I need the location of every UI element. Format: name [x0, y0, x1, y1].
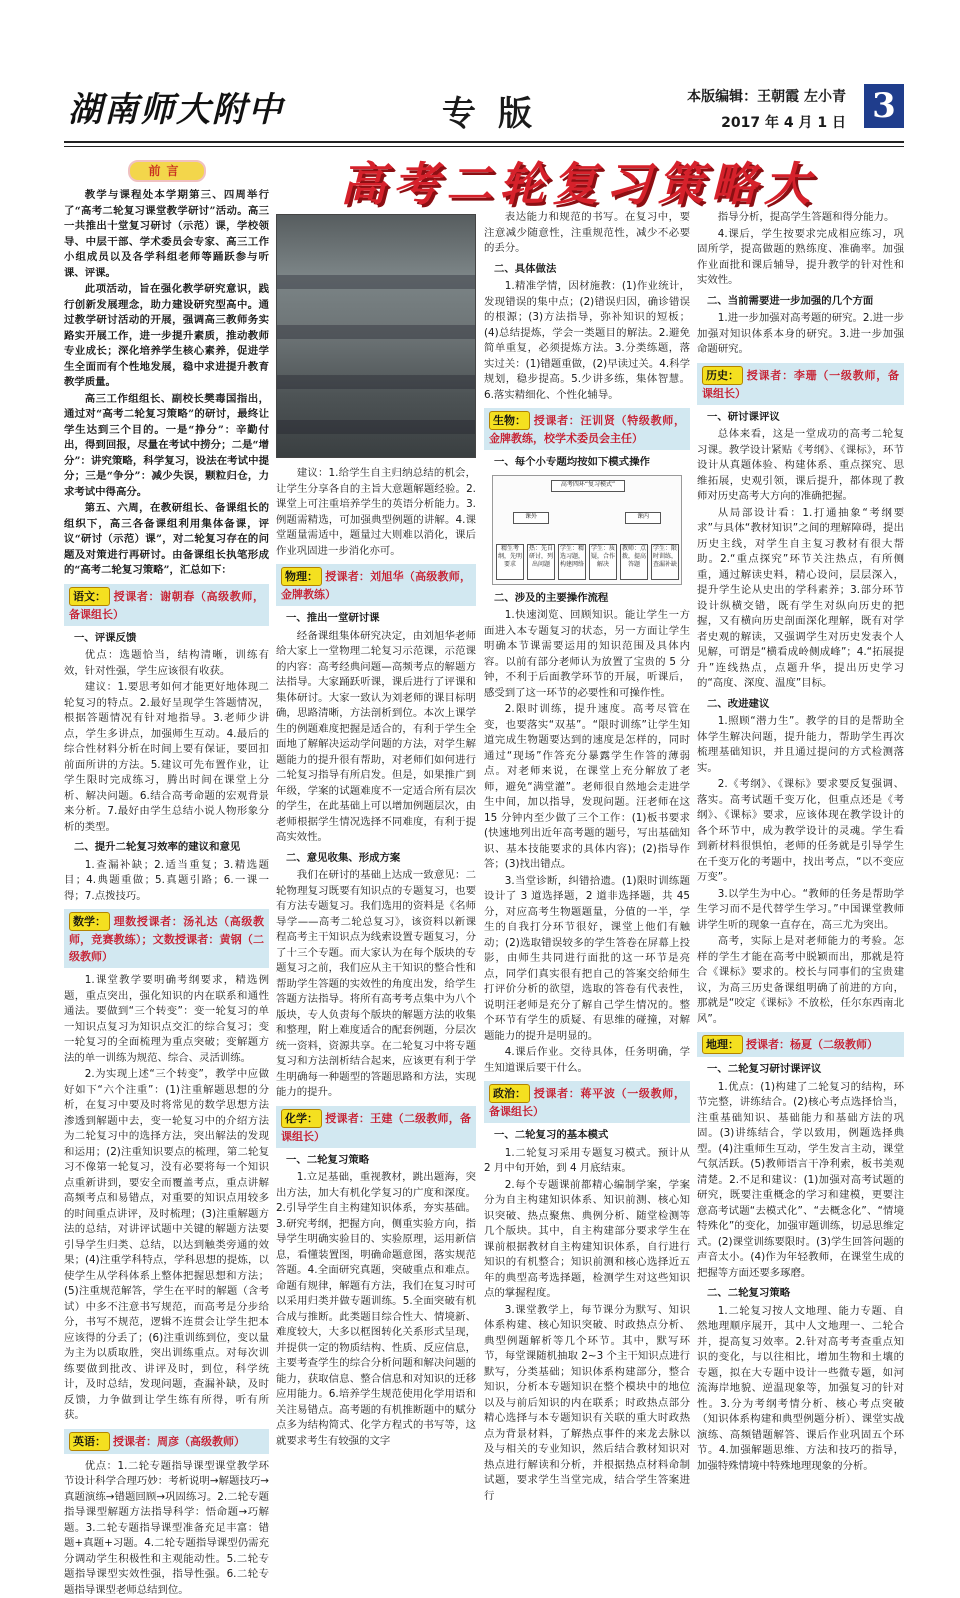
diagram-step-box: 学生：质疑，合作解决	[589, 544, 617, 580]
subject-tag: 生物：	[489, 411, 530, 430]
section-title: 专版	[442, 86, 554, 135]
photo-row	[277, 375, 475, 389]
lecturer-banner-geography	[697, 1032, 904, 1057]
diagram-left-box: 课外	[513, 512, 549, 524]
subject-tag: 政治：	[489, 1084, 530, 1103]
body-paragraph: 优点：1.二轮专题指导课型课堂教学环节设计科学合理巧妙：考析说明→解题技巧→真题演练→错题回顾→巩固练习。2.二轮专题指导课型解题方法指导科学：悟命题→巧解题。3.二轮专题指导课型准备充足丰富：错题+真题+习题。4.二轮专题指导课型仍需充分调动学生积极性和主观能动性。5.二轮专题指导课型实效性强，指导性强。6.二轮专题指导课型老师总结到位。	[64, 1459, 269, 1598]
header-rule-thin	[64, 146, 904, 147]
body-paragraph: 指导分析，提高学生答题和得分能力。	[697, 210, 904, 226]
subheading: 二、当前需要进一步加强的几个方面	[707, 294, 904, 310]
lecturer-text: 理数授课者：汤礼达（高级教师，竞赛教练）；文数授课者：黄钢（二级教师）	[69, 915, 264, 963]
lecturer-text: 授课者：蒋平波（一级教师，备课组长）	[489, 1087, 685, 1118]
body-paragraph: 1.照顾“潜力生”。教学的目的是帮助全体学生解决问题，提升能力，帮助学生再次梳理基础知识，并且通过提问的方式检测落实。	[697, 714, 904, 776]
subheading: 一、二轮复习的基本模式	[494, 1128, 690, 1144]
preface-paragraph: 教学与课程处本学期第三、四周举行了“高考二轮复习课堂教学研讨”活动。高三一共推出十堂复习研讨（示范）课，学校领导、中层干部、学术委员会专家、高三工作小组成员以及各学科组老师等踊跃参与听课、评课。	[64, 188, 269, 281]
lecturer-banner-chemistry	[276, 1106, 476, 1148]
body-paragraph: 总体来看，这是一堂成功的高考二轮复习课。教学设计紧贴《考纲》、《课标》，环节设计从真题体验、构建体系、重点探究、思维拓展，史观引领，课后提升，都体现了教师对历史高考大方向的准确把握。	[697, 427, 904, 505]
diagram-top-box: 高考四环“复习模式”	[551, 480, 625, 492]
subheading: 一、推出一堂研讨课	[286, 611, 476, 627]
body-paragraph: 高考，实际上是对老师能力的考验。怎样的学生才能在高考中脱颖而出，那就是符合《课标》要求的。校长与同事们的宝贵建议，为高三历史备课组明确了前进的方向，那就是“咬定《课标》不放松，任尔东西南北风”。	[697, 934, 904, 1027]
column-4	[697, 210, 904, 1306]
subject-tag: 化学：	[281, 1109, 322, 1128]
photo-row	[277, 275, 475, 289]
subheading: 一、二轮复习策略	[286, 1153, 476, 1169]
body-paragraph: 2.限时训练，提升速度。高考尽管在变，也要落实“双基”。“限时训练”让学生知道完成生物题要达到的速度是怎样的，同时通过“现场”作答充分暴露学生作答的薄弱点。对老师来说，在课堂上充分解放了老师，避免“满堂灌”。老师很自然地会走进学生中间，加以指导，发现问题。汪老师在这 15 分钟内至少做了三个工作：(1)板书要求(快速地列出近年高考题的题号，写出基础知识、基本技能要求的具体内容)；(2)指导作答；(3)找出错点。	[484, 702, 690, 873]
body-paragraph: 建议：1.要思考如何才能更好地体现二轮复习的特点。2.最好呈现学生答题情况，根据答题情况有针对地指导。3.老师少讲点，学生多讲点，加强师生互动。4.最后的综合性材料分析在时间上要有保证，要回扣前面所讲的方法。5.建议可先布置作业，让学生限时完成练习，腾出时间在课堂上分析、解决问题。6.结合高考命题的宏观背景来分析。7.最好由学生总结小说人物形象分析的类型。	[64, 680, 269, 835]
body-paragraph: 1.快速浏览、回顾知识。能让学生一方面进入本专题复习的状态，另一方面让学生明确本节课需要运用的知识范围及具体内容。以前有部分老师认为放置了宝贵的 5 分钟，不利于后面教学环节的开展，听课后，感受到了这一环节的必要性和可操作性。	[484, 608, 690, 701]
body-paragraph: 4.课后，学生按要求完成相应练习，巩固所学，提高做题的熟练度、准确率。加强作业面批和课后辅导，提升教学的针对性和实效性。	[697, 227, 904, 289]
lecturer-text: 授课者：杨夏（二级教师）	[746, 1038, 878, 1051]
lecturer-text: 授课者：刘旭华（高级教师，金牌教练）	[281, 570, 471, 601]
column-2	[276, 466, 476, 1306]
diagram-step-box: 学生：限时训练，查漏补缺	[651, 544, 679, 580]
lecturer-text: 授课者：李珊（一级教师，备课组长）	[702, 369, 899, 400]
editors-line: 本版编辑：王朝霞 左小青	[687, 86, 846, 106]
body-paragraph: 从局部设计看：1.打通抽象“考纲要求”与具体“教材知识”之间的理解障碍，提出历史主线，对学生自主复习教材有很大帮助。2.“重点探究”环节关注热点，有所侧重，通过解读史料，精心设问，层层深入，提升学生论从史出的学科素养；3.部分环节设计纵横交错，既有学生对纵向历史的把握，又有横向历史剖面深化理解，既有对学者史观的解读，又强调学生对历史发表个人见解，可谓是“横看成岭侧成峰”；4.“拓展提升”连线热点，点题升华，提出历史学习的“高度、深度、温度”目标。	[697, 506, 904, 692]
lecturer-banner-chinese	[64, 584, 269, 626]
subject-tag: 物理：	[281, 567, 322, 586]
body-paragraph: 表达能力和规范的书写。在复习中，要注意减少随意性，注重规范性，减少不必要的丢分。	[484, 210, 690, 257]
body-paragraph: 2.《考纲》、《课标》要求要反复强调、落实。高考试题千变万化，但重点还是《考纲》、《课标》要求，应该体现在教学设计的各个环节中，成为教学设计的灵魂。学生看到新材料很惧怕，老师的任务就是引导学生在千变万化的考题中，找出考点，“以不变应万变”。	[697, 777, 904, 886]
body-paragraph: 优点：选题恰当，结构清晰，训练有效，针对性强，学生应该很有收获。	[64, 648, 269, 679]
lecturer-banner-physics	[276, 564, 476, 606]
lecturer-banner-math	[64, 909, 269, 968]
body-paragraph: 1.进一步加强对高考题的研究。2.进一步加强对知识体系本身的研究。3.进一步加强命题研究。	[697, 311, 904, 358]
diagram-step-box: 学生：精选习题，构建网络	[558, 544, 586, 580]
subheading: 一、每个小专题均按如下模式操作	[494, 455, 690, 471]
lecturer-banner-history	[697, 363, 904, 405]
preface-paragraph: 高三工作组组长、副校长樊毒国指出，通过对“高考二轮复习策略”的研讨，最终让学生达到三个目的。一是“挣分”：辛勤付出，得到回报，尽量在考试中捞分；二是“增分”：讲究策略，科学复习，设法在考试中提分；三是“争分”：减少失误，颗粒归仓，力求考试中得高分。	[64, 392, 269, 501]
subheading: 二、意见收集、形成方案	[286, 851, 476, 867]
subject-tag: 地理：	[702, 1035, 743, 1054]
subheading: 二、改进建议	[707, 697, 904, 713]
issue-date: 2017 年 4 月 1 日	[721, 112, 846, 132]
body-paragraph: 2.每个专题课前都精心编制学案，学案分为自主构建知识体系、知识前测、核心知识突破、热点聚焦、典例分析、随堂检测等几个版块。其中，自主构建部分要求学生在课前根据教材自主构建知识体系，自行进行知识的有机整合；知识前测和核心选择近五年的典型高考选择题，检测学生对这些知识点的掌握程度。	[484, 1178, 690, 1302]
lecturer-text: 授课者：谢朝春（高级教师，备课组长）	[69, 590, 264, 621]
subject-tag: 语文：	[69, 587, 110, 606]
diagram-right-box: 课内	[625, 512, 661, 524]
lecturer-text: 授课者：周彦（高级教师）	[113, 1435, 245, 1448]
header-rule-thick	[64, 141, 904, 143]
body-paragraph: 3.课堂教学上，每节课分为默写、知识体系构建、核心知识突破、时政热点分析、典型例题解析等几个环节。其中，默写环节，每堂课随机抽取 2~3 个主干知识点进行默写，分类基础；知识体系构建部分，整合知识，分析本专题知识在整个模块中的地位以及与前后知识的内在联系；时政热点部分精心选择与本专题知识有关联的重大时政热点为背景材料，了解热点事件的来龙去脉以及与相关的专业知识，然后结合教材知识对热点进行解读和分析，并根据热点材料命制试题，要求学生当堂完成，结合学生答案进行	[484, 1303, 690, 1505]
diagram-step-box: 精生考纲，先明要求	[496, 544, 524, 580]
lecturer-text: 授课者：汪训贤（特级教师，金牌教练，校学术委员会主任）	[489, 414, 685, 445]
subheading: 一、研讨课评议	[707, 410, 904, 426]
column-1	[64, 156, 269, 1306]
page-headline: 高考二轮复习策略大	[340, 148, 860, 280]
subheading: 二、提升二轮复习效率的建议和意见	[74, 840, 269, 856]
body-paragraph: 1.立足基础，重视教材，跳出题海，突出方法，加大有机化学复习的广度和深度。2.引导学生自主构建知识体系，夯实基础。3.研究考纲，把握方向，侧重实验方向，指导学生明确实验目的、实验原理，运用新信息，看懂装置图，明确命题意图，落实规范答题。4.全面研究真题，突破重点和难点。命题有规律，解题有方法，我们在复习时可以采用归类并做专题训练。5.全面突破有机合成与推断。此类题目综合性大、情境新、难度较大，大多以框图转化关系形式呈现，并提供一定的物质结构、性质、反应信息，主要考查学生的综合分析问题和解决问题的能力，获取信息、整合信息和对知识的迁移应用能力。6.培养学生规范使用化学用语和关注易错点。高考题的有机推断题中的赋分点多为结构简式、化学方程式的书写等，这就要求考生有较强的文字	[276, 1170, 476, 1449]
diagram-step-box: 教师：点拨，提高答题	[620, 544, 648, 580]
body-paragraph: 1.精准学情，因材施教：(1)作业统计，发现错误的集中点；(2)错误归因，确诊错误的根源；(3)方法指导，弥补知识的短板；(4)总结提炼，学会一类题目的解法。2.避免简单重复，必须提炼方法。3.分类练题，落实过关：(1)错题重做，(2)早读过关。4.科学规划，稳步提高。5.少讲多练，集体智慧。6.落实精细化、个性化辅导。	[484, 279, 690, 403]
body-paragraph: 1.课堂教学要明确考纲要求，精选例题，重点突出，强化知识的内在联系和通性通法。要做到“三个转变”：变一轮复习的单一知识点复习为知识点交汇的综合复习；变一轮复习的全面梳理为重点突破；变解题方法的单一训练为规范、综合、灵活训练。	[64, 973, 269, 1066]
subheading: 二、二轮复习策略	[707, 1286, 904, 1302]
subheading: 二、具体做法	[494, 262, 690, 278]
subject-tag: 数学：	[69, 912, 110, 931]
column-3	[484, 210, 690, 1306]
preface-label: 前言	[128, 160, 206, 182]
lecturer-banner-english	[64, 1429, 269, 1454]
body-paragraph: 2.为实现上述“三个转变”，教学中应做好如下“六个注重”：(1)注重解题思想的分析，在复习中要及时将常见的数学思想方法渗透到解题中去，变一轮复习中的介绍方法为二轮复习中的选择方法，突出解法的发现和运用；(2)注重知识要点的梳理，第二轮复习不像第一轮复习，没有必要将每一个知识点重新讲到，要安全而覆盖考点，重点讲解高频考点和易错点，对重要的知识点用较多的时间重点讲评，及时梳理；(3)注重解题方法的总结，对讲评试题中关键的解题方法要引导学生归类、总结，以达到触类旁通的效果；(4)注重学科特点，学科思想的提炼，以使学生从学科体系上整体把握思想和方法；(5)注重规范解答，学生在平时的解题（含考试）中多不注意书写规范，而高考是分步给分，书写不规范，逻辑不连贯会让学生把本应该得的分丢了；(6)注重训练到位，变以量为主为以质取胜，突出训练重点。对每次训练要做到批改、讲评及时，到位，科学统计，及时总结，发现问题，查漏补缺，及时反馈，力争做到让学生练有所得，听有所获。	[64, 1067, 269, 1424]
body-paragraph: 1.查漏补缺；2.适当重复；3.精选题目；4.典题重做；5.真题引路；6.一课一得；7.点拨技巧。	[64, 858, 269, 905]
body-paragraph: 我们在研讨的基础上达成一致意见：二轮物理复习既要有知识点的专题复习，也要有方法专题复习。我们选用的资料是《名师导学——高考二轮总复习》，该资料以新课程高考主干知识点为线索设置专题复习，分了十三个专题。而大家认为在每个版块的专题复习之前，我们应从主干知识的整合性和帮助学生答题的实效性的角度出发，给学生答题方法指导。将所有高考考点集中为八个版块，专人负责每个版块的解题方法的收集和整理，附上难度适合的配套例题，分层次统一资料，资源共享。在二轮复习中将专题复习和方法剖析结合起来，应该更有利于学生明确每一种题型的答题思路和方法，实现能力的提升。	[276, 868, 476, 1101]
body-paragraph: 3.以学生为中心。“教师的任务是帮助学生学习而不是代替学生学习。”中国课堂教师讲学生听的现象一直存在，高三尤为突出。	[697, 887, 904, 934]
lecturer-banner-biology	[484, 408, 690, 450]
body-paragraph: 1.优点：(1)构建了二轮复习的结构，环节完整，讲练结合。(2)核心考点选择恰当，注重基础知识、基础能力和基础方法的巩固。(3)讲练结合，学以致用，例题选择典型。(4)注重师生互动，学生发言主动，课堂气氛活跃。(5)教师语言干净利索，板书美观清楚。2.不足和建议：(1)加强对高考试题的研究，既要注重概念的学习和建模，更要注意高考试题“去模式化”、“去概念化”、“情境特殊化”的变化，加强审题训练，切忌思维定式。(2)课堂训练要限时。(3)学生回答问题的声音太小。(4)作为年轻教师，在课堂生成的把握等方面还要多琢磨。	[697, 1080, 904, 1282]
photo-row	[277, 420, 475, 434]
review-model-diagram	[492, 475, 682, 585]
lecturer-text: 授课者：王建（二级教师，备课组长）	[281, 1112, 471, 1143]
body-paragraph: 1.二轮复习采用专题复习模式。预计从 2 月中旬开始，到 4 月底结束。	[484, 1146, 690, 1177]
photo-row	[277, 325, 475, 339]
preface-paragraph: 第五、六周，在教研组长、备课组长的组织下，高三各备课组利用集体备课，评议“研讨（示范）课”，对二轮复习存在的问题及对策进行再研讨。由备课组长执笔形成的“高考二轮复习策略”，汇总如下：	[64, 501, 269, 579]
masthead-title: 湖南师大附中	[68, 82, 284, 131]
body-paragraph: 4.课后作业。交待具体，任务明确，学生知道课后要干什么。	[484, 1045, 690, 1076]
classroom-photo	[276, 214, 476, 458]
subject-tag: 历史：	[702, 366, 743, 385]
subheading: 一、二轮复习研讨课评议	[707, 1062, 904, 1078]
body-paragraph: 建议：1.给学生自主归纳总结的机会，让学生分享各自的主旨大意题解题经验。2.课堂上可注重培养学生的英语分析能力。3.例题需精选，可加强典型例题的讲解。4.课堂题量需适中，题量过大则难以消化，课后作业巩固进一步消化亦可。	[276, 466, 476, 559]
subheading: 一、评课反馈	[74, 631, 269, 647]
subject-tag: 英语：	[69, 1432, 110, 1451]
body-paragraph: 3.当堂诊断，纠错拾遗。(1)限时训练题设计了 3 道选择题，2 道非选择题，共 45 分，对应高考生物题题量，分值的一半，学生的自我打分环节很好，课堂上他们有触动；(2)选取错误较多的学生答卷在屏幕上投影，由师生共同进行面批的这一环节是亮点，同学们真实很有把自己的答案交给师生打评价分析的欲望，选取的答卷有代表性，说明汪老师是充分了解自己学生情况的。整个环节有学生的质疑、有思维的碰撞，对解题能力的提升是明显的。	[484, 874, 690, 1045]
subheading: 二、涉及的主要操作流程	[494, 591, 690, 607]
lecturer-banner-politics	[484, 1081, 690, 1123]
page-number-badge: 3	[864, 84, 904, 128]
body-paragraph: 经备课组集体研究决定，由刘旭华老师给大家上一堂物理二轮复习示范课，示范课的内容：高考经典问题—高频考点的解题方法指导。大家踊跃听课，课后进行了评课和集体研讨。大家一致认为刘老师的课目标明确，思路清晰，方法剖析到位。本次上课学生的例题难度把握是适合的，有利于学生全面地了解解决运动学问题的方法，对学生解题能力的提升很有帮助，对老师们如何进行二轮复习指导有所启发。但是，如果推广到年级，学案的试题难度不一定适合所有层次的学生，在此基础上可以增加例题层次，由老师根据学生情况选择不同难度，有利于提高实效性。	[276, 629, 476, 846]
masthead	[64, 72, 904, 137]
diagram-step-box: 热：先自研讨，列出问题	[527, 544, 555, 580]
preface-paragraph: 此项活动，旨在强化教学研究意识，践行创新发展理念，助力建设研究型高中。通过教学研讨活动的开展，强调高三教师务实路实开展工作，进一步提升素质，推动教师专业成长；深化培养学生核心素养，促进学生全面而有个性地发展，稳中求进提升教育教学质量。	[64, 282, 269, 391]
body-paragraph: 1.二轮复习按人文地理、能力专题、自然地理顺序展开，其中人文地理一、二轮合并，提高复习效率。2.针对高考考查重点知识的变化，与以往相比，增加生物和土壤的专题，拟在大专题中设计一些微专题，如河流海岸地貌、逆温现象等，加强复习的针对性。3.分为考纲考情分析、核心考点突破（知识体系构建和典型例题分析）、课堂实战演练、高频错题解答、课后作业巩固五个环节。4.加强解题思维、方法和技巧的指导，加强特殊情境中特殊地理现象的分析。	[697, 1304, 904, 1475]
